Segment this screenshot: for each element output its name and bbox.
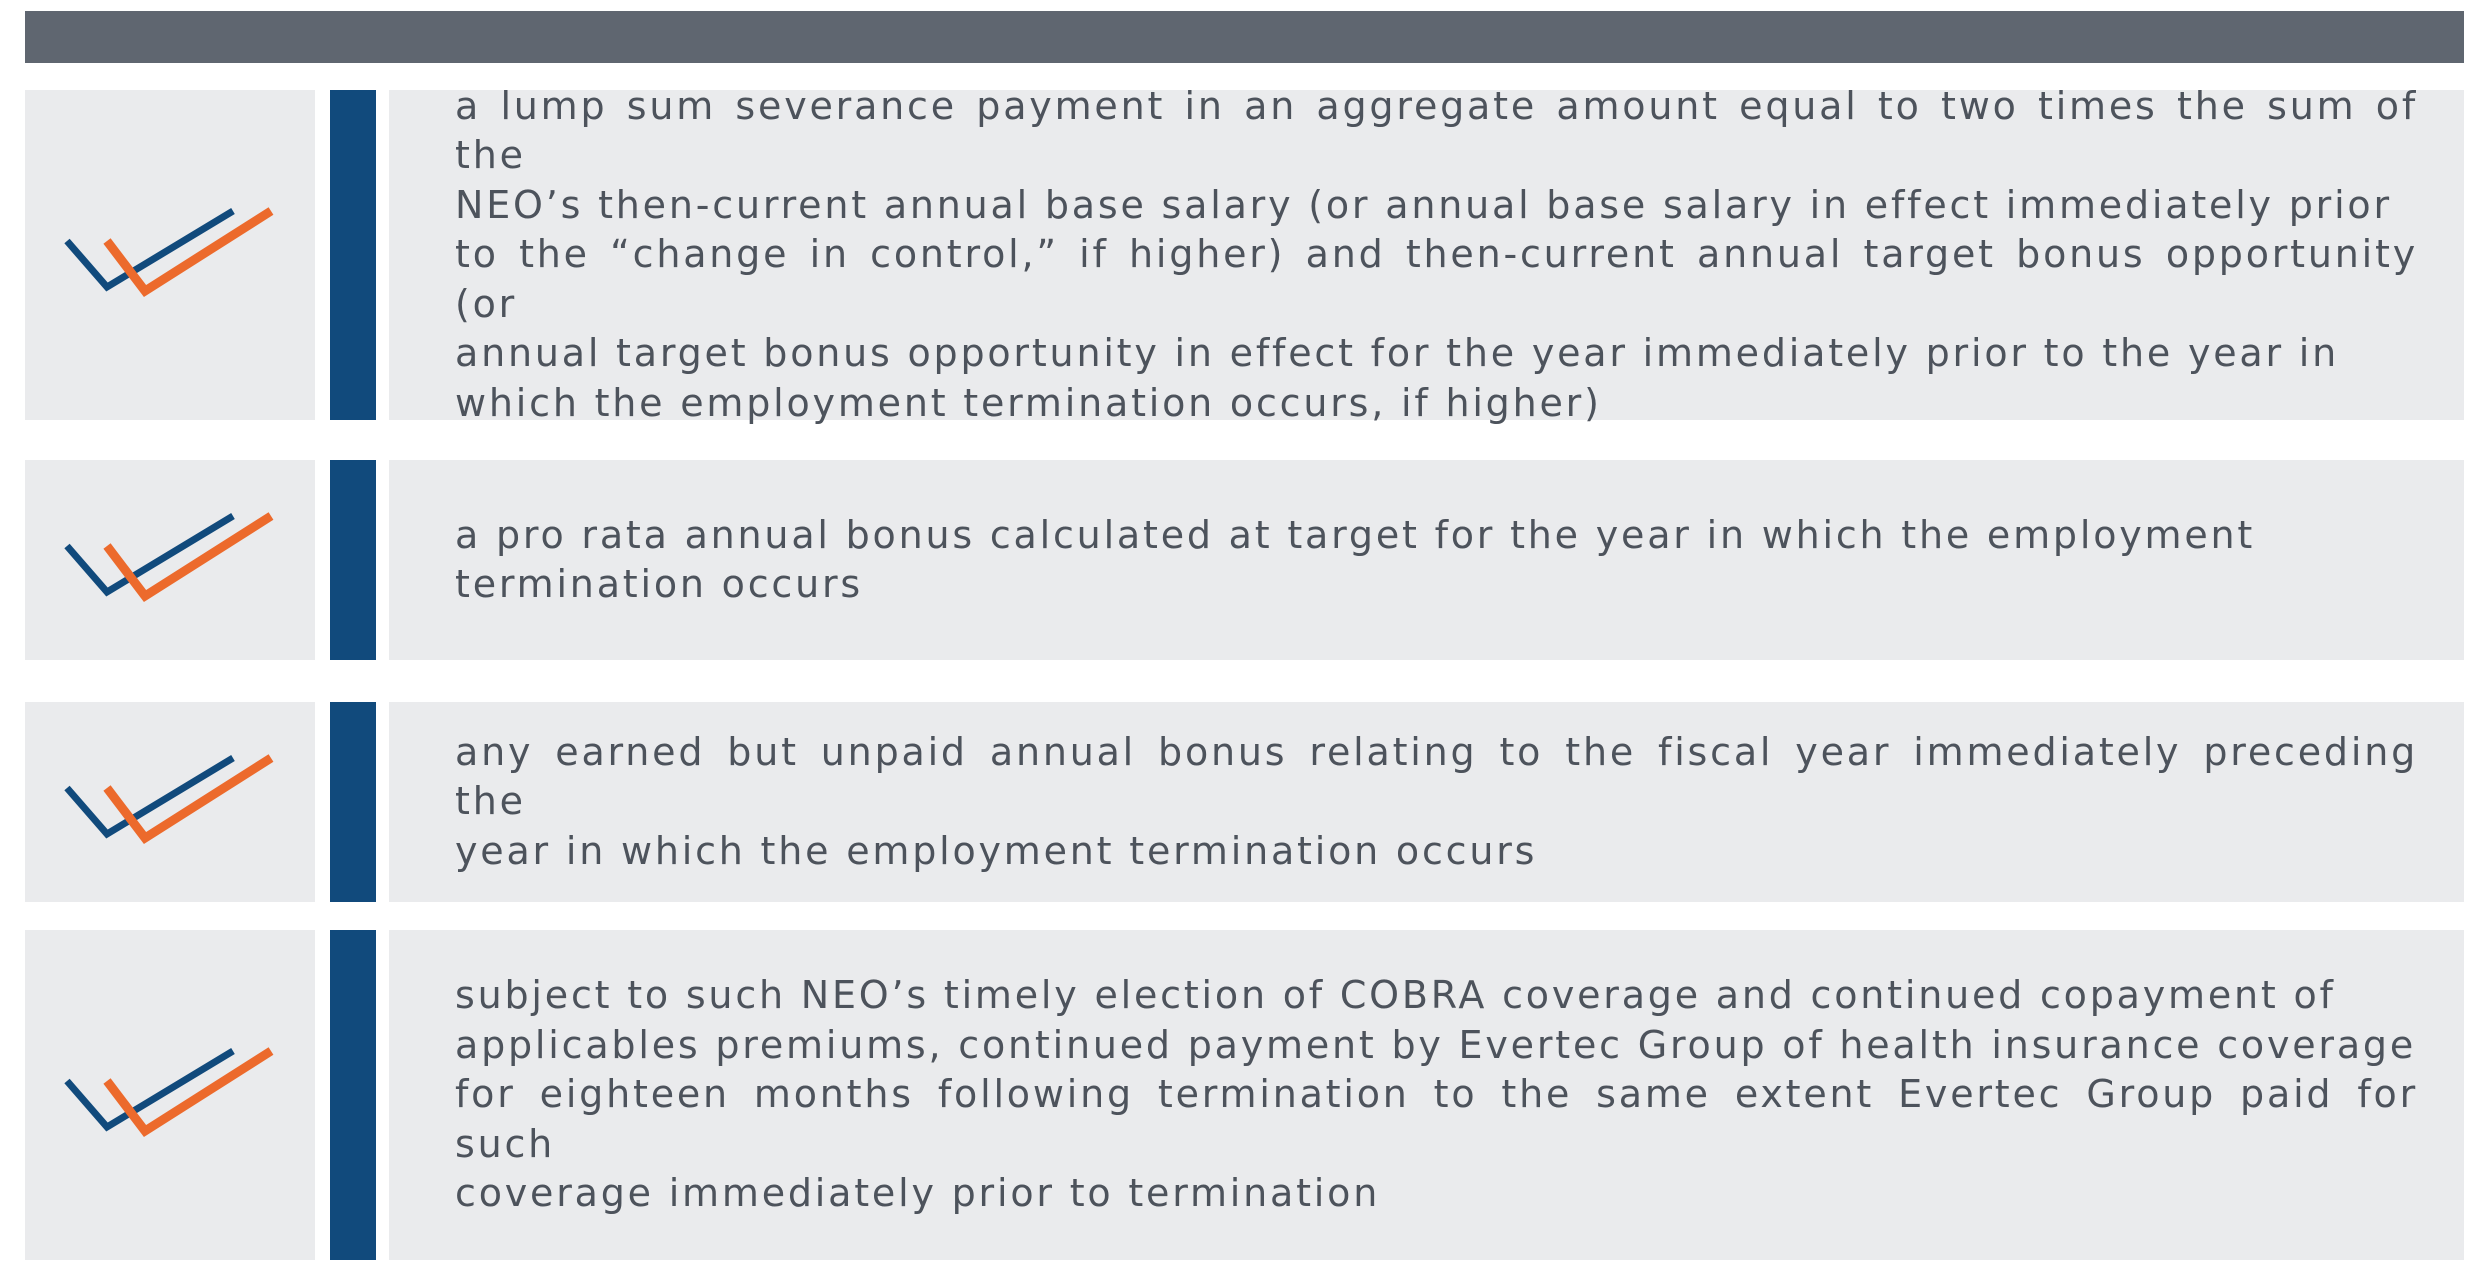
benefit-row bbox=[25, 83, 2464, 425]
accent-bar bbox=[330, 90, 376, 420]
double-check-icon bbox=[63, 207, 277, 303]
accent-bar bbox=[330, 702, 376, 902]
icon-cell bbox=[25, 702, 315, 902]
benefit-text: a lump sum severance payment in an aggregate amount equal to two times the sum of the NEO’s then-current annual base salary (or annual base salary in effect immediately prior to the “change in control,” if higher) and then-current annual target bonus opportunity (or annual target bonus opportunity in effect for the year immediately prior to the year in which the employment termination occurs, if higher) bbox=[455, 83, 2418, 425]
benefit-row bbox=[25, 460, 2464, 660]
icon-cell bbox=[25, 460, 315, 660]
benefit-text-cell bbox=[389, 460, 2464, 660]
benefit-text: subject to such NEO’s timely election of COBRA coverage and continued copayment of applicables premiums, continued payment by Evertec Group of health insurance coverage for eighteen months following termination to the same extent Evertec Group paid for such coverage immediately prior to termination bbox=[455, 973, 2418, 1216]
benefit-text: any earned but unpaid annual bonus relating to the fiscal year immediately preceding the year in which the employment termination occurs bbox=[455, 729, 2418, 873]
benefit-text: a pro rata annual bonus calculated at target for the year in which the employment termination occurs bbox=[455, 512, 2256, 606]
icon-cell bbox=[25, 930, 315, 1260]
double-check-icon bbox=[63, 754, 277, 850]
accent-bar bbox=[330, 460, 376, 660]
header-bar bbox=[25, 11, 2464, 63]
double-check-icon bbox=[63, 1047, 277, 1143]
accent-bar bbox=[330, 930, 376, 1260]
benefit-text-cell bbox=[389, 83, 2464, 425]
benefit-text-cell bbox=[389, 930, 2464, 1260]
double-check-icon bbox=[63, 512, 277, 608]
benefit-text-cell bbox=[389, 702, 2464, 902]
icon-cell bbox=[25, 90, 315, 420]
benefit-row bbox=[25, 930, 2464, 1260]
benefit-row bbox=[25, 702, 2464, 902]
